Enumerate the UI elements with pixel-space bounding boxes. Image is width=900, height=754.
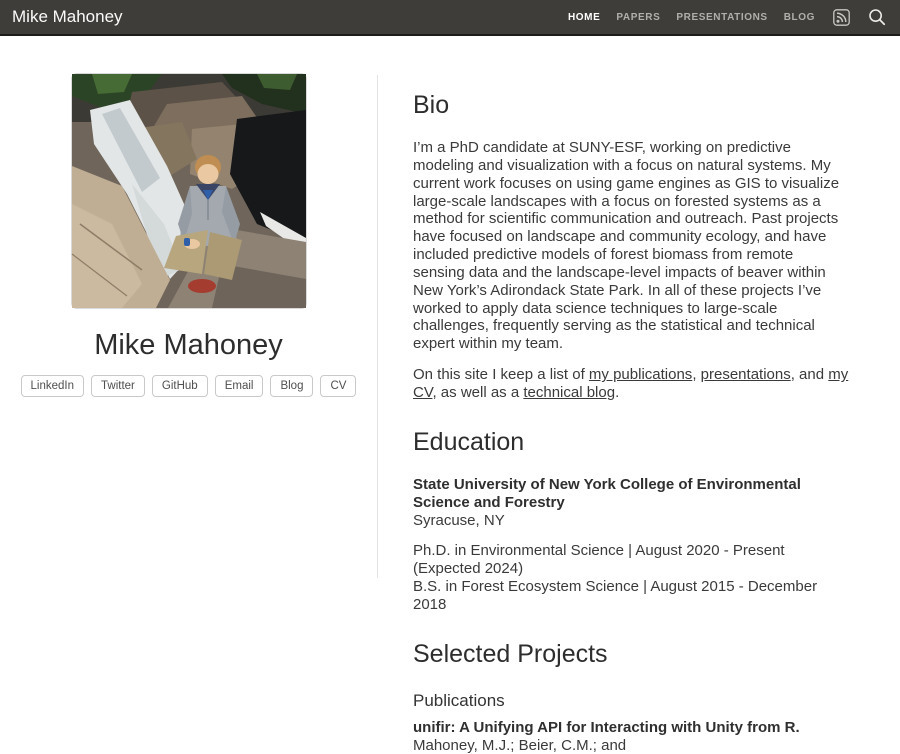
my-cv-link[interactable]: my CV — [413, 366, 849, 401]
top-navbar — [0, 0, 900, 36]
linkedin-button[interactable]: LinkedIn — [21, 375, 84, 397]
publication-title: unifir: A Unifying API for Interacting with Unity from R. — [413, 718, 800, 736]
nav-item-blog[interactable]: BLOG — [783, 11, 815, 23]
profile-name: Mike Mahoney — [94, 329, 283, 361]
main-nav — [552, 8, 886, 26]
education-school: State University of New York College of Environmental Science and Forestry — [413, 475, 801, 511]
projects-heading: Selected Projects — [413, 639, 608, 668]
my-publications-link[interactable]: my publications — [588, 366, 693, 384]
presentations-link[interactable]: presentations — [700, 366, 791, 384]
blog-button[interactable]: Blog — [270, 375, 313, 397]
cv-button[interactable]: CV — [320, 375, 356, 397]
nav-item-home[interactable]: HOME — [567, 11, 601, 23]
nav-item-presentations[interactable]: PRESENTATIONS — [676, 11, 768, 23]
publication-item — [413, 719, 849, 754]
main-content — [378, 36, 849, 754]
degree-bs: B.S. in Forest Ecosystem Science | August 2015 - December 2018 — [413, 578, 818, 613]
bio-links-paragraph — [413, 366, 849, 402]
bio-paragraph: I’m a PhD candidate at SUNY-ESF, working on predictive modeling and visualization with a focus on natural systems. My current work focuses on using game engines as GIS to visualize large-scale landscapes with a focus on forested systems as a method for scientific communication and outreach. Past projects have focused on landscape and community ecology, and have included predictive models of forest biomass from remote sensing data and the landscape-level impacts of beaver within New York’s Adirondack State Park. In all of these projects I’ve worked to apply data science techniques to large-scale challenges, frequently serving as the statistical and technical expert within my team. — [413, 139, 840, 353]
education-location: Syracuse, NY — [413, 511, 505, 529]
publications-subheading: Publications — [413, 690, 505, 710]
education-heading: Education — [413, 427, 525, 456]
bio-links-text: , and — [790, 366, 829, 384]
bio-links-text: , as well as a — [432, 383, 524, 401]
page-body — [0, 36, 900, 754]
rss-icon[interactable] — [833, 9, 850, 26]
profile-photo — [71, 73, 307, 309]
search-icon[interactable] — [868, 8, 886, 26]
technical-blog-link[interactable]: technical blog — [523, 383, 616, 401]
twitter-button[interactable]: Twitter — [91, 375, 145, 397]
publication-authors: Mahoney, M.J.; Beier, C.M.; and — [413, 736, 627, 754]
bio-links-text: . — [615, 383, 620, 401]
bio-links-text: , — [692, 366, 701, 384]
degree-phd: Ph.D. in Environmental Science | August 2020 - Present (Expected 2024) — [413, 542, 785, 578]
education-degrees — [413, 542, 849, 613]
education-school-block — [413, 476, 849, 530]
github-button[interactable]: GitHub — [152, 375, 208, 397]
bio-links-text: On this site I keep a list of — [413, 366, 589, 384]
profile-sidebar — [0, 36, 377, 578]
email-button[interactable]: Email — [215, 375, 264, 397]
nav-item-papers[interactable]: PAPERS — [616, 11, 661, 23]
profile-links — [21, 375, 357, 397]
site-title[interactable]: Mike Mahoney — [12, 7, 123, 26]
bio-heading: Bio — [413, 91, 450, 119]
